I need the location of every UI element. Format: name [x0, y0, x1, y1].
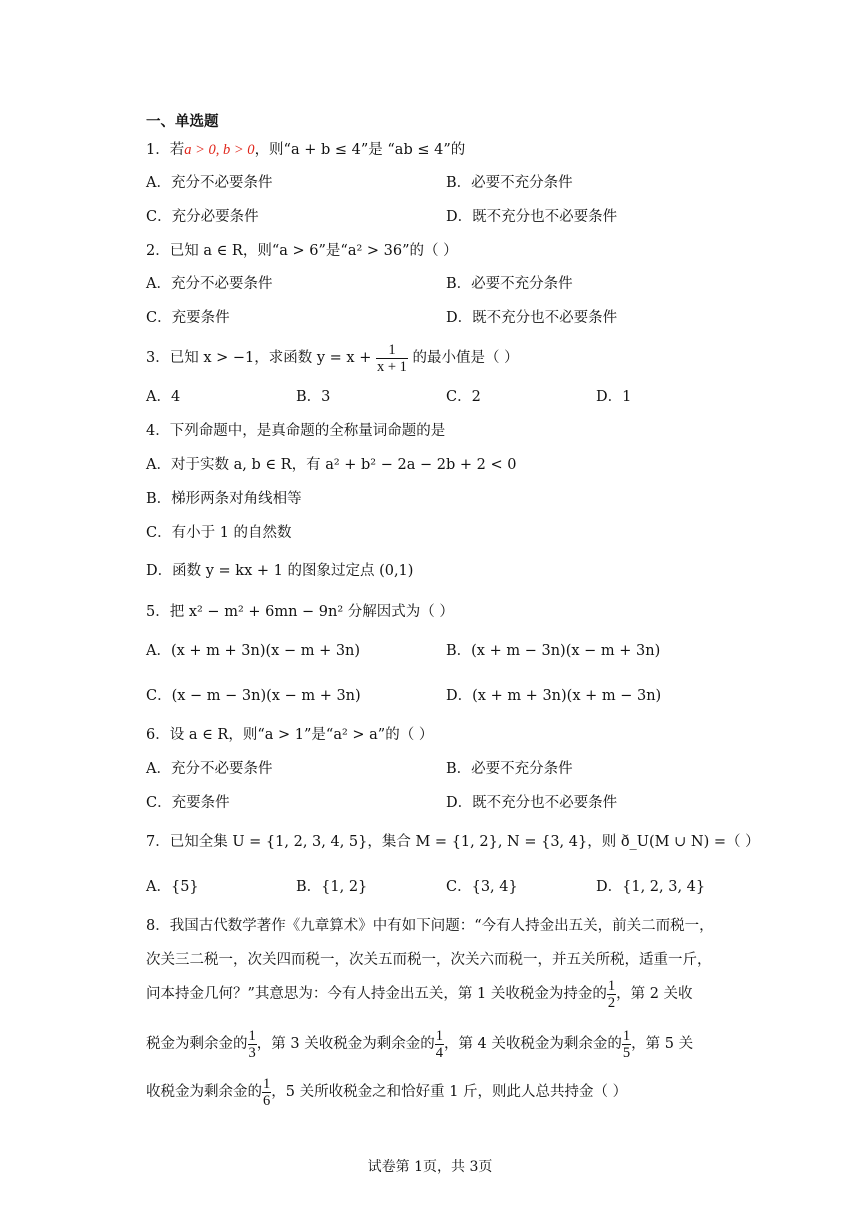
q3-option-a: A．4	[146, 389, 181, 405]
q3-fraction: $\frac{1}{x + 1}$	[376, 341, 407, 375]
q8-line4-text-c: ，第 4 关收税金为剩余金的	[443, 1036, 622, 1052]
q2-option-c: C．充要条件	[146, 310, 230, 326]
q4-option-d: D．函数 y = kx + 1 的图象过定点 (0,1)	[146, 563, 414, 579]
q5-option-d: D．(x + m + 3n)(x + m − 3n)	[446, 688, 662, 704]
q8-line4-text-d: ，第 5 关	[631, 1036, 694, 1052]
q6-option-b: B．必要不充分条件	[446, 761, 573, 777]
q1-option-b: B．必要不充分条件	[446, 175, 573, 191]
q1-prefix: 1．若	[146, 142, 185, 158]
question-3-stem	[146, 340, 519, 376]
question-8-line-3	[146, 976, 693, 1012]
q8-fraction-2: $\frac{1}{3}$	[248, 1027, 256, 1061]
q1-rest: ，则“a + b ≤ 4”是 “ab ≤ 4”的	[254, 142, 466, 158]
q4-option-a: A．对于实数 a, b ∈ R，有 a² + b² − 2a − 2b + 2 < 0	[146, 457, 517, 473]
q5-option-a: A．(x + m + 3n)(x − m + 3n)	[146, 643, 361, 659]
q1-option-d: D．既不充分也不必要条件	[446, 209, 618, 225]
q8-line3-text-b: ，第 2 关收	[616, 986, 693, 1002]
q7-option-a: A．{5}	[146, 879, 199, 895]
q8-fraction-3: $\frac{1}{4}$	[435, 1027, 443, 1061]
q5-option-b: B．(x + m − 3n)(x − m + 3n)	[446, 643, 661, 659]
page-footer: 试卷第 1页，共 3页	[367, 1159, 493, 1175]
q8-line4-text-a: 税金为剩余金的	[146, 1036, 248, 1052]
q3-option-c: C．2	[446, 389, 481, 405]
q8-line3-text-a: 问本持金几何？”其意思为：今有人持金出五关，第 1 关收税金为持金的	[146, 986, 607, 1002]
q8-fraction-4: $\frac{1}{5}$	[622, 1027, 631, 1061]
q1-option-a: A．充分不必要条件	[146, 175, 273, 191]
q8-fraction-5: $\frac{1}{6}$	[263, 1075, 271, 1109]
q7-option-c: C．{3, 4}	[446, 879, 518, 895]
q7-option-d: D．{1, 2, 3, 4}	[596, 879, 706, 895]
q8-line5-text-a: 收税金为剩余金的	[146, 1084, 262, 1100]
question-6-stem: 6．设 a ∈ R，则“a > 1”是“a² > a”的（ ）	[146, 727, 434, 743]
q2-option-b: B．必要不充分条件	[446, 276, 573, 292]
q7-option-b: B．{1, 2}	[296, 879, 368, 895]
q8-line5-text-b: ，5 关所收税金之和恰好重 1 斤，则此人总共持金（ ）	[271, 1084, 628, 1100]
q3-option-b: B．3	[296, 389, 331, 405]
q3-option-d: D．1	[596, 389, 632, 405]
question-8-line-1: 8．我国古代数学著作《九章算术》中有如下问题：“今有人持金出五关，前关二而税一，	[146, 918, 714, 934]
q1-option-c: C．充分必要条件	[146, 209, 259, 225]
question-8-line-4	[146, 1026, 693, 1062]
q4-option-b: B．梯形两条对角线相等	[146, 491, 302, 507]
q6-option-a: A．充分不必要条件	[146, 761, 273, 777]
q3-suffix: 的最小值是（ ）	[412, 350, 519, 366]
q8-line4-text-b: ，第 3 关收税金为剩余金的	[256, 1036, 435, 1052]
q2-option-a: A．充分不必要条件	[146, 276, 273, 292]
q8-fraction-1: $\frac{1}{2}$	[607, 977, 616, 1011]
question-8-line-2: 次关三二税一，次关四而税一，次关五而税一，次关六而税一，并五关所税，适重一斤，	[146, 952, 712, 968]
q6-option-d: D．既不充分也不必要条件	[446, 795, 618, 811]
question-8-line-5	[146, 1074, 627, 1110]
q1-condition: a > 0, b > 0	[184, 142, 255, 158]
q5-option-c: C．(x − m − 3n)(x − m + 3n)	[146, 688, 361, 704]
section-title: 一、单选题	[146, 114, 219, 130]
question-4-stem: 4．下列命题中，是真命题的全称量词命题的是	[146, 423, 446, 439]
q6-option-c: C．充要条件	[146, 795, 230, 811]
q4-option-c: C．有小于 1 的自然数	[146, 525, 292, 541]
question-5-stem: 5．把 x² − m² + 6mn − 9n² 分解因式为（ ）	[146, 604, 454, 620]
question-7-stem: 7．已知全集 U = {1, 2, 3, 4, 5}，集合 M = {1, 2}, N = {3, 4}，则 ð_U(M ∪ N) =（ ）	[146, 834, 760, 850]
question-2-stem: 2．已知 a ∈ R，则“a > 6”是“a² > 36”的（ ）	[146, 243, 458, 259]
q2-option-d: D．既不充分也不必要条件	[446, 310, 618, 326]
q3-prefix: 3．已知 x > −1，求函数 y = x +	[146, 350, 372, 366]
question-1-stem	[146, 140, 465, 160]
